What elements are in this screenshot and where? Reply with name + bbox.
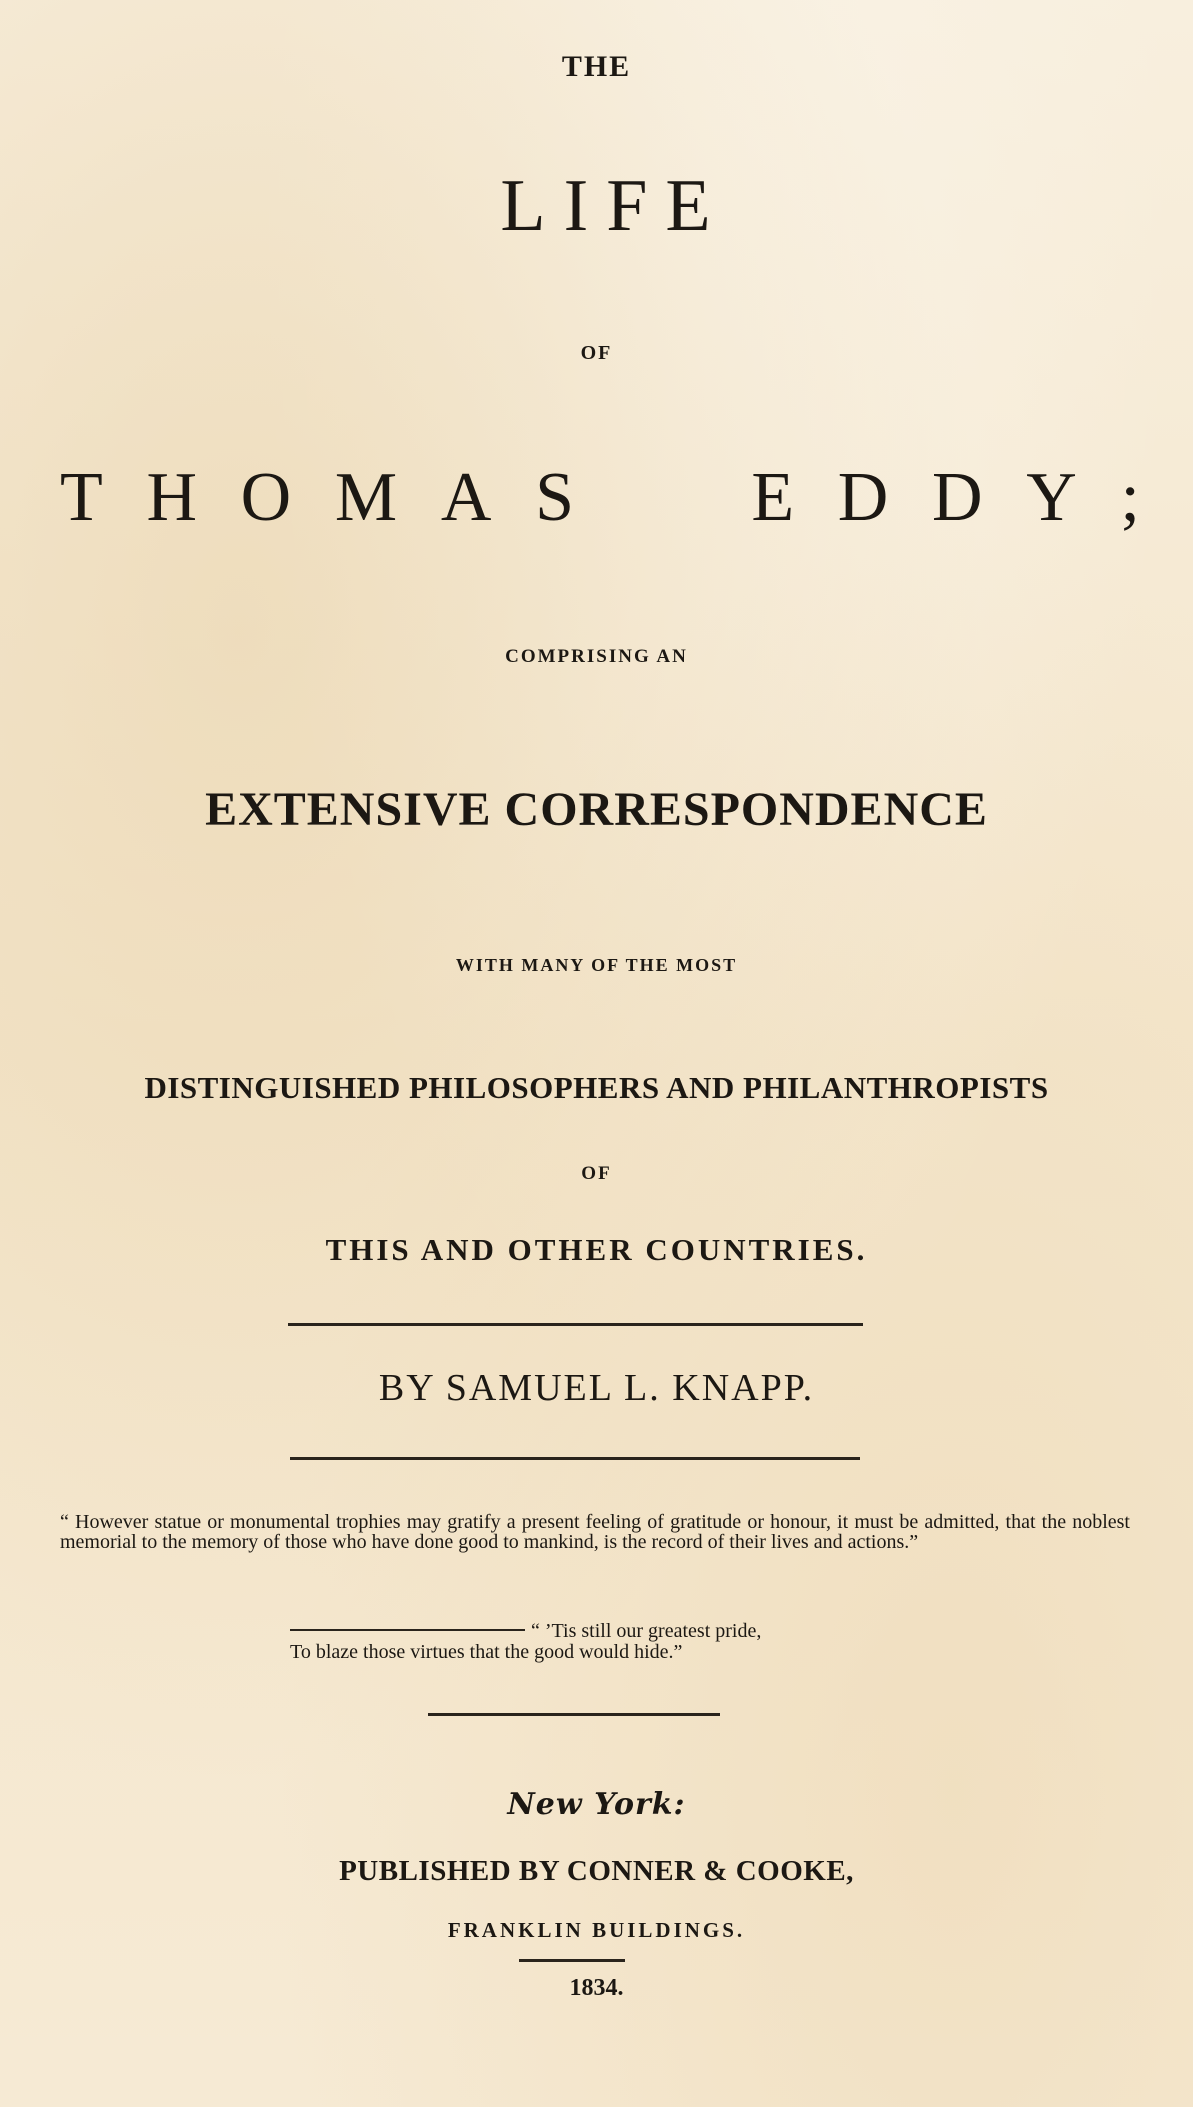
title-life: LIFE [500,165,729,247]
imprint-year: 1834. [569,1975,624,2001]
name-letter: D [932,459,983,536]
divider-rule [288,1323,863,1326]
name-letter: S [535,459,574,536]
divider-rule [290,1457,860,1460]
verse-dash [290,1629,525,1631]
name-letter: O [240,459,292,536]
comprising-line: COMPRISING AN [505,646,688,667]
epigraph-verse-line: To blaze those virtues that the good would hide.” [290,1641,683,1663]
name-letter: E [751,459,795,536]
name-letter: ; [1120,459,1140,536]
title-of: OF [580,342,613,364]
name-letter: Y [1026,459,1077,536]
name-letter: T [60,459,103,536]
countries-line: THIS AND OTHER COUNTRIES. [325,1232,868,1267]
author-line: BY SAMUEL L. KNAPP. [378,1367,815,1409]
imprint-city: New York: [507,1787,686,1822]
imprint-address: FRANKLIN BUILDINGS. [447,1918,746,1942]
imprint-publisher: PUBLISHED BY CONNER & COOKE, [339,1855,854,1887]
subject-name [60,458,1140,538]
epigraph-quote: “ However statue or monumental trophies may gratify a present feeling of gratitude or honour, it must be admitted, that the noblest memorial to the memory of those who have done good to mankind, is the record of their lives and actions.” [60,1511,1130,1553]
divider-rule [519,1959,625,1962]
with-many-line: WITH MANY OF THE MOST [455,955,738,975]
name-letter: D [837,459,889,536]
name-letter: M [334,459,398,536]
title-the: THE [561,50,632,83]
name-letter: A [440,459,492,536]
of-line: OF [581,1163,612,1184]
name-letter: H [146,459,197,536]
verse-text: “ ’Tis still our greatest pride, [531,1620,762,1642]
epigraph-verse-line [290,1621,990,1641]
divider-rule [428,1713,720,1716]
distinguished-line: DISTINGUISHED PHILOSOPHERS AND PHILANTHROPISTS [144,1070,1049,1105]
name-word-gap [618,458,708,538]
extensive-correspondence: EXTENSIVE CORRESPONDENCE [205,783,988,836]
